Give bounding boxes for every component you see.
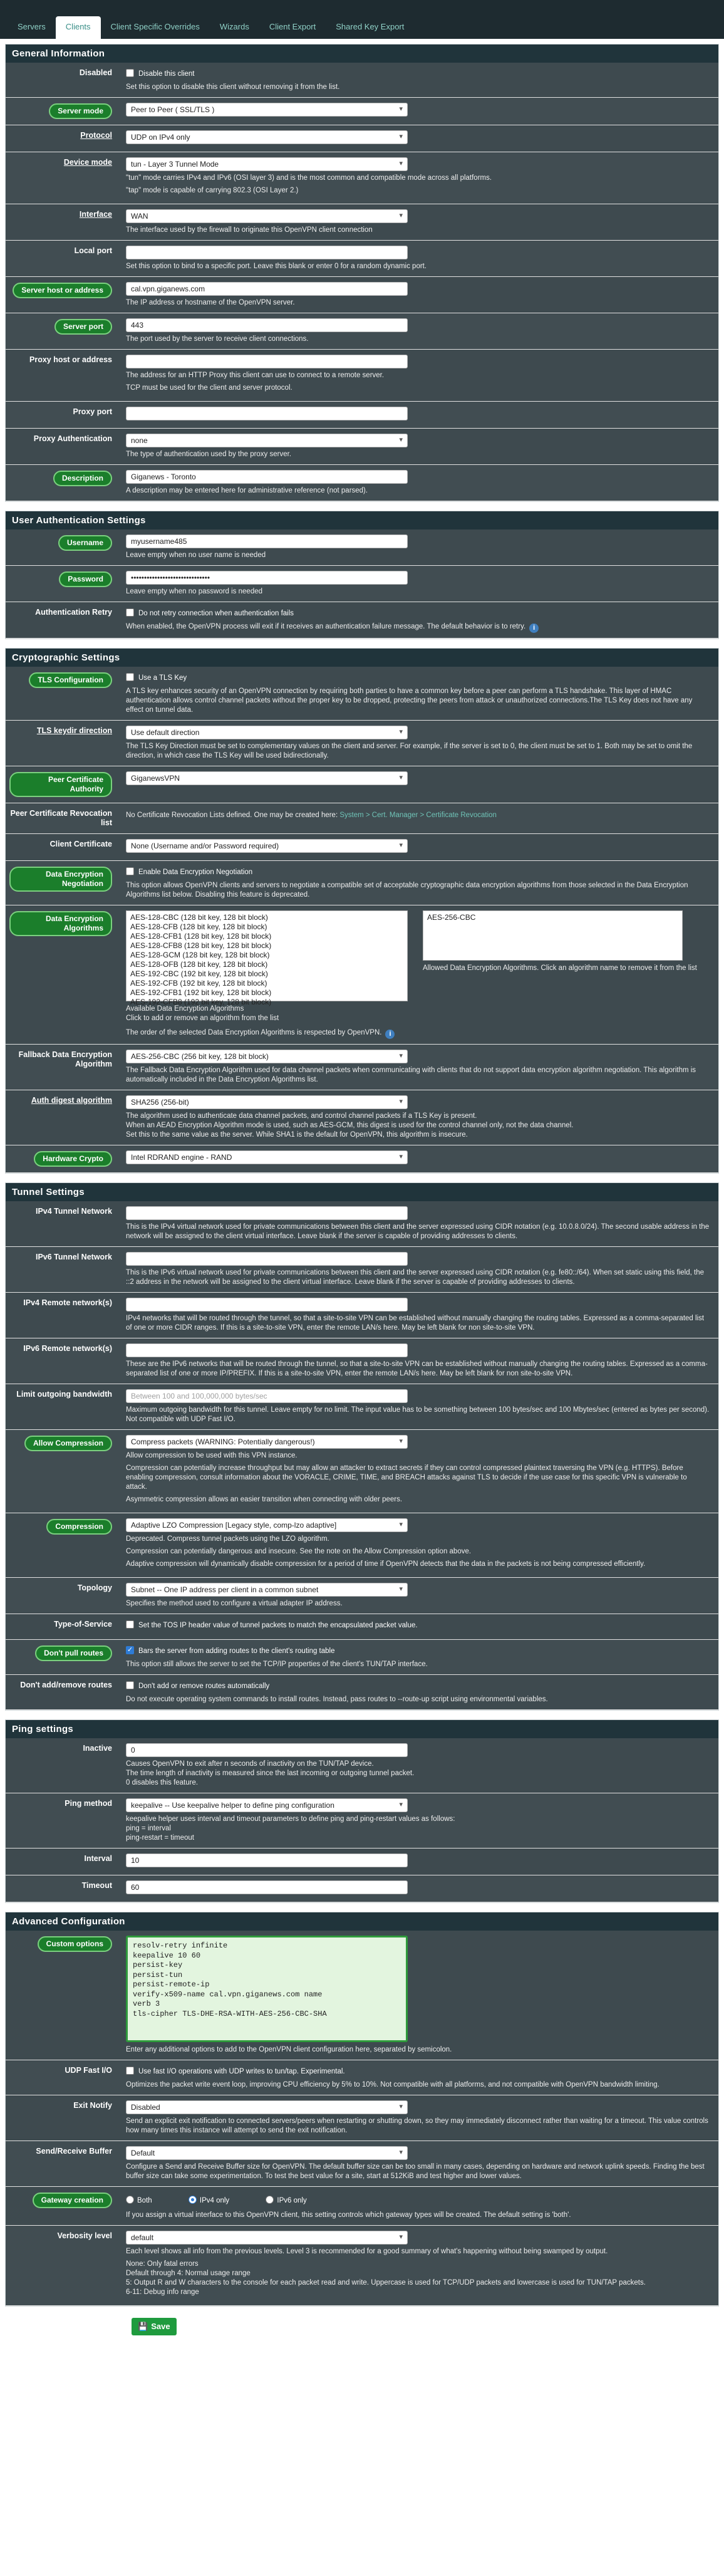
- field-label: Username: [58, 535, 112, 551]
- proxy-host-input[interactable]: [126, 355, 408, 368]
- chevron-down-icon: ▾: [399, 2149, 403, 2156]
- checkbox-label: Use a TLS Key: [138, 674, 187, 682]
- chevron-down-icon: ▾: [399, 212, 403, 219]
- chevron-down-icon: ▾: [399, 1585, 403, 1593]
- checkbox-label: Do not retry connection when authentication fails: [138, 610, 294, 617]
- field-label: Protocol: [80, 131, 112, 140]
- help-text: Each level shows all info from the previous levels. Level 3 is recommended for a good summary of what's happening without being swamped by output.: [126, 2248, 608, 2255]
- chevron-down-icon: ▾: [399, 160, 403, 167]
- field-label: Server port: [54, 319, 112, 335]
- row-tls-config: [6, 667, 718, 721]
- field-label: Server host or address: [13, 283, 112, 298]
- list-item[interactable]: AES-192-CBC (192 bit key, 128 bit block): [130, 969, 268, 978]
- field-label: IPv4 Remote network(s): [23, 1298, 112, 1307]
- fallback-algorithm-select[interactable]: AES-256-CBC (256 bit key, 128 bit block) ▾: [126, 1050, 408, 1063]
- row-dont-pull-routes: [6, 1640, 718, 1675]
- checkbox-label: Set the TOS IP header value of tunnel packets to match the encapsulated packet value.: [138, 1622, 418, 1629]
- row-compression: [6, 1513, 718, 1578]
- chevron-down-icon: ▾: [399, 1801, 403, 1808]
- chevron-down-icon: ▾: [399, 774, 403, 781]
- panel-heading: Ping settings: [6, 1720, 718, 1738]
- row-ping-method: [6, 1793, 718, 1849]
- save-bar: [0, 2315, 724, 2335]
- row-data-enc-algorithms: [6, 905, 718, 1045]
- chevron-down-icon: ▾: [399, 2103, 403, 2110]
- field-label: Fallback Data Encryption Algorithm: [18, 1050, 112, 1068]
- help-text: Available Data Encryption Algorithms: [126, 1005, 244, 1013]
- field-label: Interval: [84, 1854, 112, 1863]
- row-topology: [6, 1578, 718, 1614]
- help-text: The Fallback Data Encryption Algorithm used for data channel packets when communicating with clients that do not support data encryption algorithm negotiation. This algorithm is automatically included in the Data Encryption Algorithms list.: [126, 1066, 696, 1083]
- field-label: Peer Certificate Authority: [9, 772, 112, 797]
- row-username: [6, 529, 718, 566]
- proxy-auth-select[interactable]: none ▾: [126, 434, 408, 447]
- help-text: The algorithm used to authenticate data channel packets, and control channel packets if a TLS Key is present.: [126, 1112, 477, 1120]
- row-fallback-algorithm: [6, 1045, 718, 1090]
- chevron-down-icon: ▾: [399, 1437, 403, 1445]
- list-item[interactable]: AES-128-CFB (128 bit key, 128 bit block): [130, 922, 267, 931]
- row-dont-add-remove-routes: [6, 1675, 718, 1710]
- help-text: Set this to the same value as the server. While SHA1 is the default for OpenVPN, this algorithm is insecure.: [126, 1131, 468, 1139]
- help-text: "tun" mode carries IPv4 and IPv6 (OSI layer 3) and is the most common and compatible mode across all platforms.: [126, 174, 492, 182]
- tos-checkbox[interactable]: [126, 1620, 134, 1629]
- compression-select[interactable]: Adaptive LZO Compression [Legacy style, comp-lzo adaptive] ▾: [126, 1518, 408, 1532]
- list-item[interactable]: AES-128-GCM (128 bit key, 128 bit block): [130, 951, 270, 959]
- field-label: Interface: [79, 210, 112, 219]
- row-proxy-host: [6, 350, 718, 402]
- help-text: Asymmetric compression allows an easier transition when connecting with older peers.: [126, 1496, 403, 1503]
- hardware-crypto-select[interactable]: Intel RDRAND engine - RAND ▾: [126, 1150, 408, 1164]
- help-text: Compression can potentially dangerous and insecure. See the note on the Allow Compression option above.: [126, 1548, 472, 1555]
- list-item[interactable]: AES-192-CFB1 (192 bit key, 128 bit block): [130, 988, 272, 997]
- field-label: Authentication Retry: [35, 608, 112, 617]
- chevron-down-icon: ▾: [399, 1052, 403, 1060]
- list-item[interactable]: AES-128-CFB8 (128 bit key, 128 bit block): [130, 941, 272, 950]
- field-label: Ping method: [65, 1799, 112, 1808]
- help-text: Allow compression to be used with this VPN instance.: [126, 1452, 297, 1459]
- field-label: Allow Compression: [24, 1436, 112, 1451]
- password-input[interactable]: ••••••••••••••••••••••••••••••: [126, 571, 408, 585]
- ping-panel: [5, 1719, 719, 1903]
- field-label: IPv6 Remote network(s): [23, 1344, 112, 1353]
- tls-key-checkbox[interactable]: [126, 673, 134, 681]
- panel-heading: Cryptographic Settings: [6, 649, 718, 667]
- field-label: Server mode: [49, 103, 112, 119]
- field-label: Client Certificate: [49, 840, 112, 848]
- chevron-down-icon: ▾: [399, 105, 403, 113]
- help-text: Set this option to bind to a specific port. Leave this blank or enter 0 for a random dynamic port.: [126, 263, 427, 270]
- row-server-port: [6, 313, 718, 350]
- row-interval: [6, 1849, 718, 1875]
- radio-label: Both: [137, 2197, 152, 2204]
- help-text: The IP address or hostname of the OpenVPN server.: [126, 299, 295, 306]
- field-label: Custom options: [38, 1936, 112, 1952]
- help-text: A description may be entered here for administrative reference (not parsed).: [126, 487, 368, 494]
- field-label: Don't pull routes: [35, 1645, 112, 1661]
- tab-shared-key-export[interactable]: Shared Key Export: [336, 22, 405, 31]
- field-label: Hardware Crypto: [34, 1151, 112, 1167]
- interval-input[interactable]: 10: [126, 1854, 408, 1867]
- row-proxy-port: [6, 402, 718, 429]
- field-label: Password: [59, 571, 112, 587]
- help-text: Compression can potentially increase throughput but may allow an attacker to extract secrets if they can control compressed plaintext traversing the VPN (e.g. HTTPS). Before enabling compression, consult information about the VORACLE, CRIME, TIME, and BREACH attacks against TLS to decide if the use case for this specific VPN is vulnerable to attack.: [126, 1464, 687, 1491]
- bandwidth-limit-input[interactable]: Between 100 and 100,000,000 bytes/sec: [126, 1389, 408, 1403]
- proxy-port-input[interactable]: [126, 407, 408, 420]
- den-checkbox[interactable]: [126, 867, 134, 875]
- tab-bar: [0, 0, 724, 39]
- row-ipv6-tunnel: [6, 1247, 718, 1293]
- checkbox-label: Use fast I/O operations with UDP writes to tun/tap. Experimental.: [138, 2068, 345, 2075]
- field-label: Timeout: [81, 1881, 112, 1890]
- row-gateway-creation: [6, 2187, 718, 2226]
- help-text: Set this option to disable this client without removing it from the list.: [126, 83, 340, 91]
- user-auth-panel: [5, 511, 719, 639]
- row-ipv4-remote: [6, 1293, 718, 1338]
- row-password: [6, 566, 718, 602]
- gateway-both-radio[interactable]: [126, 2196, 134, 2204]
- row-peer-ca: [6, 766, 718, 803]
- advanced-panel: [5, 1912, 719, 2307]
- help-text: A TLS key enhances security of an OpenVPN connection by requiring both parties to have a common key before a peer can perform a TLS handshake. This layer of HMAC authentication allows control channel packets without the proper key to be dropped, protecting the peers from attack or unauthorized connections.The TLS Key does not have any effect on tunnel data.: [126, 687, 693, 714]
- help-text: The address for an HTTP Proxy this client can use to connect to a remote server.: [126, 372, 385, 379]
- help-text: Deprecated. Compress tunnel packets using the LZO algorithm.: [126, 1535, 329, 1543]
- field-label: Compression: [46, 1519, 112, 1535]
- field-label: TLS keydir direction: [36, 726, 112, 735]
- row-inactive: [6, 1738, 718, 1793]
- help-text: This option still allows the server to set the TCP/IP properties of the client's TUN/TAP interface.: [126, 1661, 428, 1668]
- udp-fast-io-checkbox[interactable]: [126, 2067, 134, 2075]
- radio-label: IPv4 only: [199, 2197, 230, 2204]
- checkbox-label: Bars the server from adding routes to the client's routing table: [138, 1647, 335, 1655]
- field-label: Device mode: [63, 158, 112, 167]
- topology-select[interactable]: Subnet -- One IP address per client in a common subnet ▾: [126, 1583, 408, 1597]
- panel-heading: Tunnel Settings: [6, 1183, 718, 1201]
- help-text: Send an explicit exit notification to connected servers/peers when restarting or shutting down, so they may immediately disconnect rather than waiting for a timeout. This value controls how many times this instance will attempt to send the exit notification.: [126, 2117, 708, 2134]
- dont-pull-routes-checkbox[interactable]: [126, 1646, 134, 1654]
- chevron-down-icon: ▾: [399, 133, 403, 140]
- server-port-input[interactable]: 443: [126, 318, 408, 332]
- field-label: Data Encryption Negotiation: [9, 867, 112, 892]
- row-local-port: [6, 241, 718, 277]
- save-button[interactable]: 💾 Save: [132, 2318, 177, 2335]
- row-send-receive-buffer: [6, 2141, 718, 2187]
- help-text: TCP must be used for the client and server protocol.: [126, 384, 292, 392]
- row-proxy-auth: [6, 429, 718, 465]
- tunnel-panel: [5, 1182, 719, 1711]
- help-text: Maximum outgoing bandwidth for this tunnel. Leave empty for no limit. The input value has to be something between 100 bytes/sec and 100 Mbytes/sec (entered as bytes per second). Not compatible with UDP Fast I/O.: [126, 1406, 710, 1423]
- chevron-down-icon: ▾: [399, 2233, 403, 2241]
- row-udp-fast-io: [6, 2060, 718, 2095]
- general-information-panel: [5, 44, 719, 502]
- server-mode-select[interactable]: Peer to Peer ( SSL/TLS ) ▾: [126, 103, 408, 117]
- help-text: The order of the selected Data Encryption Algorithms is respected by OpenVPN.: [126, 1029, 382, 1036]
- exit-notify-select[interactable]: Disabled ▾: [126, 2100, 408, 2114]
- help-text: Configure a Send and Receive Buffer size for OpenVPN. The default buffer size can be too small in many cases, depending on hardware and network uplink speeds. Finding the best buffer size can take some experimentation. To test the best value for a site, start at 512KiB and test higher and lower values.: [126, 2163, 705, 2180]
- disabled-checkbox[interactable]: [126, 69, 134, 77]
- protocol-select[interactable]: UDP on IPv4 only ▾: [126, 130, 408, 144]
- info-icon[interactable]: i: [385, 1030, 395, 1039]
- inactive-input[interactable]: 0: [126, 1743, 408, 1757]
- help-text: ping-restart = timeout: [126, 1834, 194, 1842]
- help-text: 0 disables this feature.: [126, 1779, 199, 1786]
- panel-heading: User Authentication Settings: [6, 511, 718, 529]
- crypto-panel: [5, 648, 719, 1174]
- row-server-mode: [6, 98, 718, 125]
- checkbox-label: Don't add or remove routes automatically: [138, 1682, 270, 1690]
- field-label: Local port: [74, 246, 112, 255]
- server-host-input[interactable]: cal.vpn.giganews.com: [126, 282, 408, 296]
- help-text: keepalive helper uses interval and timeout parameters to define ping and ping-restart values as follows:: [126, 1815, 455, 1823]
- row-hardware-crypto: [6, 1145, 718, 1173]
- verbosity-select[interactable]: default ▾: [126, 2231, 408, 2245]
- row-protocol: [6, 125, 718, 152]
- row-interface: [6, 204, 718, 241]
- field-label: Type-of-Service: [54, 1620, 112, 1629]
- tls-keydir-select[interactable]: Use default direction ▾: [126, 726, 408, 739]
- field-label: Topology: [77, 1583, 112, 1592]
- list-item[interactable]: AES-256-CBC: [427, 913, 476, 922]
- panel-heading: Advanced Configuration: [6, 1912, 718, 1931]
- username-input[interactable]: myusername485: [126, 534, 408, 548]
- field-label: IPv6 Tunnel Network: [35, 1253, 112, 1261]
- checkbox-label: Disable this client: [138, 70, 195, 78]
- client-cert-select[interactable]: None (Username and/or Password required) ▾: [126, 839, 408, 853]
- help-text: Optimizes the packet write event loop, improving CPU efficiency by 5% to 10%. Not compatible with all platforms, and not compatible with OpenVPN bandwidth limiting.: [126, 2081, 659, 2088]
- list-item[interactable]: AES-128-CFB1 (128 bit key, 128 bit block): [130, 932, 272, 941]
- chevron-down-icon: ▾: [399, 1098, 403, 1105]
- tab-servers[interactable]: Servers: [18, 22, 46, 31]
- allow-compression-select[interactable]: Compress packets (WARNING: Potentially dangerous!) ▾: [126, 1435, 408, 1449]
- help-text: Enter any additional options to add to the OpenVPN client configuration here, separated by semicolon.: [126, 2046, 452, 2053]
- tab-clients[interactable]: Clients: [56, 16, 101, 39]
- field-label: Proxy Authentication: [33, 434, 112, 443]
- allowed-algorithms-list[interactable]: [423, 910, 683, 961]
- help-text: "tap" mode is capable of carrying 802.3 (OSI Layer 2.): [126, 187, 299, 194]
- help-text: Leave empty when no user name is needed: [126, 551, 266, 559]
- row-exit-notify: [6, 2095, 718, 2141]
- field-label: Don't add/remove routes: [20, 1681, 112, 1689]
- help-text: The interface used by the firewall to originate this OpenVPN client connection: [126, 226, 373, 234]
- row-ipv6-remote: [6, 1338, 718, 1384]
- help-text: Adaptive compression will dynamically disable compression for a period of time if OpenVPN detects that the data in the packets is not being compressed efficiently.: [126, 1560, 646, 1568]
- description-input[interactable]: Giganews - Toronto: [126, 470, 408, 484]
- row-limit-bandwidth: [6, 1384, 718, 1430]
- ipv6-remote-input[interactable]: [126, 1343, 408, 1357]
- ping-method-select[interactable]: keepalive -- Use keepalive helper to define ping configuration ▾: [126, 1798, 408, 1812]
- custom-options-textarea[interactable]: resolv-retry infinite keepalive 10 60 persist-key persist-tun persist-remote-ip verify-x509-name cal.vpn.giganews.com name verb 3 tls-cipher TLS-DHE-RSA-WITH-AES-256-CBC-SHA: [126, 1936, 408, 2042]
- ipv6-tunnel-input[interactable]: [126, 1252, 408, 1266]
- help-text: ping = interval: [126, 1825, 171, 1832]
- help-text: The TLS Key Direction must be set to complementary values on the client and server. For example, if the server is set to 0, the client must be set to 1. Both may be set to omit the direction, in which case the TLS Key will be used bidirectionally.: [126, 743, 693, 759]
- field-label: Proxy port: [73, 407, 112, 416]
- dont-add-remove-routes-checkbox[interactable]: [126, 1681, 134, 1689]
- tab-client-specific-overrides[interactable]: Client Specific Overrides: [110, 22, 200, 31]
- list-item[interactable]: AES-192-CFB8 (192 bit key, 128 bit block): [130, 998, 272, 1006]
- help-text: The time length of inactivity is measured since the last incoming or outgoing tunnel packet.: [126, 1770, 415, 1777]
- row-tls-keydir: [6, 721, 718, 766]
- row-timeout: [6, 1875, 718, 1902]
- list-item[interactable]: AES-128-OFB (128 bit key, 128 bit block): [130, 960, 268, 969]
- local-port-input[interactable]: [126, 246, 408, 259]
- row-verbosity: [6, 2226, 718, 2306]
- help-text: This is the IPv6 virtual network used for private communications between this client and the server expressed using CIDR notation (e.g. fe80::/64). When set static using this field, the ::2 address in the network will be assigned to the client virtual interface. Leave blank if the server is capable of providing addresses to clients.: [126, 1269, 705, 1286]
- row-ipv4-tunnel: [6, 1201, 718, 1247]
- field-label: Disabled: [79, 68, 112, 77]
- row-device-mode: [6, 152, 718, 204]
- field-label: Proxy host or address: [29, 355, 112, 364]
- field-label: Description: [53, 471, 112, 486]
- help-text: When an AEAD Encryption Algorithm mode is used, such as AES-GCM, this digest is used for the control channel only, not the data channel.: [126, 1122, 574, 1129]
- chevron-down-icon: ▾: [399, 1153, 403, 1160]
- info-icon[interactable]: i: [529, 623, 539, 633]
- row-custom-options: [6, 1931, 718, 2060]
- field-label: Exit Notify: [73, 2101, 112, 2110]
- gateway-ipv4-radio[interactable]: [189, 2196, 197, 2204]
- field-label: Limit outgoing bandwidth: [16, 1390, 112, 1399]
- row-data-enc-negotiation: [6, 861, 718, 905]
- help-text: Leave empty when no password is needed: [126, 588, 263, 595]
- row-client-cert: [6, 834, 718, 861]
- help-text: Allowed Data Encryption Algorithms. Click an algorithm name to remove it from the list: [423, 964, 697, 972]
- chevron-down-icon: ▾: [399, 842, 403, 849]
- help-text: This option allows OpenVPN clients and servers to negotiate a compatible set of acceptable cryptographic data encryption algorithms from those selected in the Data Encryption Algorithms list below. Disabling this feature is deprecated.: [126, 882, 688, 899]
- list-item[interactable]: AES-192-CFB (192 bit key, 128 bit block): [130, 979, 267, 988]
- help-text: Click to add or remove an algorithm from the list: [126, 1014, 279, 1022]
- row-peer-crl: [6, 803, 718, 834]
- row-tos: [6, 1614, 718, 1640]
- gateway-ipv6-radio[interactable]: [266, 2196, 274, 2204]
- buffer-select[interactable]: Default ▾: [126, 2146, 408, 2160]
- chevron-down-icon: ▾: [399, 436, 403, 444]
- help-text: These are the IPv6 networks that will be routed through the tunnel, so that a site-to-site VPN can be established without manually changing the routing tables. Expressed as a comma-separated list of one or more IP/PREFIX. If this is a site-to-site VPN, enter the remote LAN/s here. May be left blank for non site-to-site VPN.: [126, 1360, 708, 1377]
- crl-link[interactable]: System > Cert. Manager > Certificate Revocation: [339, 811, 497, 819]
- help-text: This is the IPv4 virtual network used for private communications between this client and the server expressed using CIDR notation (e.g. 10.0.8.0/24). The second usable address in the network will be assigned to the client virtual interface. Leave blank if the server is capable of providing addresses to clients.: [126, 1223, 710, 1240]
- row-description: [6, 465, 718, 501]
- help-text: None: Only fatal errors Default through 4: Normal usage range 5: Output R and W characters to the console for each packet read and write. Uppercase is used for TCP/UDP packets and lowercase is used for TUN/TAP packets. 6-11: Debug info range: [126, 2260, 646, 2296]
- field-label: Peer Certificate Revocation list: [10, 809, 112, 827]
- tab-client-export[interactable]: Client Export: [269, 22, 316, 31]
- row-allow-compression: [6, 1430, 718, 1513]
- panel-heading: General Information: [6, 44, 718, 63]
- auth-digest-select[interactable]: SHA256 (256-bit) ▾: [126, 1095, 408, 1109]
- row-auth-digest: [6, 1090, 718, 1145]
- field-label: Data Encryption Algorithms: [9, 911, 112, 936]
- help-text: Specifies the method used to configure a virtual adapter IP address.: [126, 1600, 343, 1607]
- list-item[interactable]: AES-128-CBC (128 bit key, 128 bit block): [130, 913, 268, 922]
- row-disabled: [6, 63, 718, 98]
- peer-ca-select[interactable]: GiganewsVPN ▾: [126, 771, 408, 785]
- timeout-input[interactable]: 60: [126, 1880, 408, 1894]
- auth-retry-checkbox[interactable]: [126, 608, 134, 617]
- chevron-down-icon: ▾: [399, 728, 403, 736]
- radio-label: IPv6 only: [277, 2197, 307, 2204]
- help-text: Do not execute operating system commands to install routes. Instead, pass routes to --route-up script using environmental variables.: [126, 1696, 548, 1703]
- help-text: If you assign a virtual interface to this OpenVPN client, this setting controls which gateway types will be created. The default setting is 'both'.: [126, 2211, 571, 2219]
- field-label: IPv4 Tunnel Network: [35, 1207, 112, 1216]
- chevron-down-icon: ▾: [399, 1521, 403, 1528]
- help-text: Causes OpenVPN to exit after n seconds of inactivity on the TUN/TAP device.: [126, 1760, 374, 1768]
- help-text: IPv4 networks that will be routed through the tunnel, so that a site-to-site VPN can be established without manually changing the routing tables. Expressed as a comma-separated list of one or more CIDR ranges. If this is a site-to-site VPN, enter the remote LAN/s here. May be left blank for non site-to-site VPN.: [126, 1315, 705, 1332]
- help-text: The type of authentication used by the proxy server.: [126, 451, 292, 458]
- row-auth-retry: [6, 602, 718, 639]
- device-mode-select[interactable]: tun - Layer 3 Tunnel Mode ▾: [126, 157, 408, 171]
- field-label: Send/Receive Buffer: [36, 2147, 112, 2156]
- ipv4-tunnel-input[interactable]: [126, 1206, 408, 1220]
- help-text: The port used by the server to receive client connections.: [126, 335, 309, 343]
- field-label: Inactive: [83, 1744, 112, 1753]
- ipv4-remote-input[interactable]: [126, 1298, 408, 1311]
- interface-select[interactable]: WAN ▾: [126, 209, 408, 223]
- tab-wizards[interactable]: Wizards: [219, 22, 249, 31]
- field-label: Gateway creation: [33, 2193, 112, 2208]
- field-label: UDP Fast I/O: [65, 2066, 112, 2075]
- help-text: When enabled, the OpenVPN process will exit if it receives an authentication failure message. The default behavior is to retry.: [126, 623, 526, 630]
- field-label: TLS Configuration: [29, 672, 112, 688]
- checkbox-label: Enable Data Encryption Negotiation: [138, 868, 253, 876]
- field-label: Verbosity level: [57, 2231, 112, 2240]
- available-algorithms-list[interactable]: [126, 910, 408, 1006]
- help-text: No Certificate Revocation Lists defined. One may be created here:: [126, 811, 340, 819]
- save-icon: 💾: [138, 2322, 148, 2331]
- field-label: Auth digest algorithm: [31, 1096, 112, 1105]
- row-server-host: [6, 277, 718, 313]
